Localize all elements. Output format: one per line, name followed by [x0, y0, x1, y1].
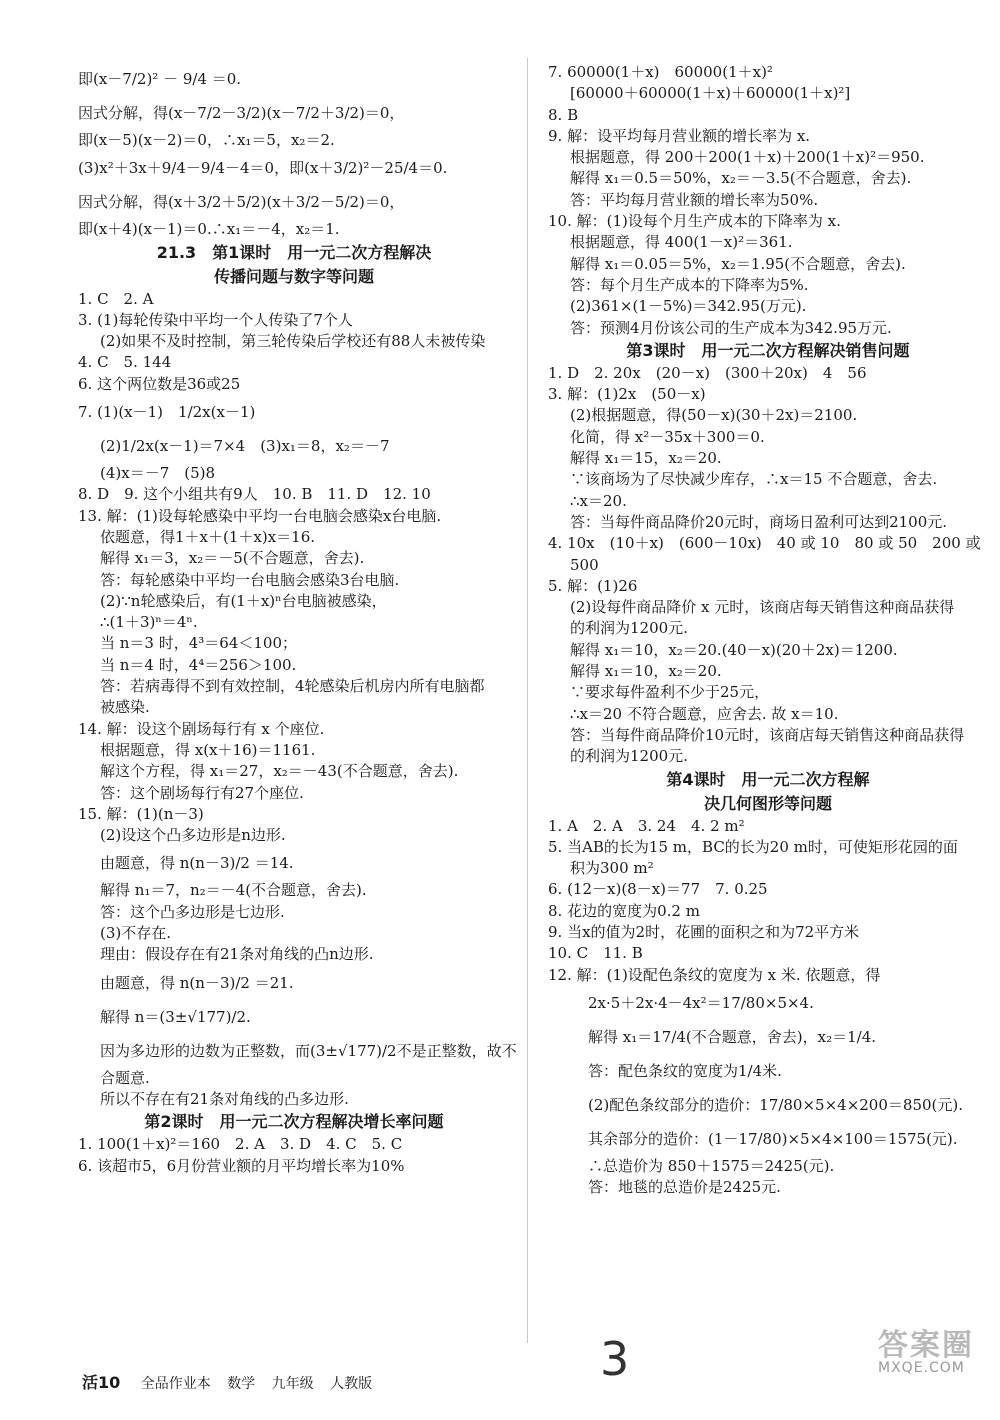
answer-line: 因为多边形的边数为正整数，而(3±√177)/2不是正整数，故不 — [100, 1041, 517, 1060]
answer-line: 解这个方程，得 x₁＝27，x₂＝－43(不合题意，舍去). — [100, 762, 459, 781]
answer-line: (2)1/2x(x－1)＝7×4 (3)x₁＝8，x₂＝－7 — [100, 437, 390, 456]
answer-line: 答：这个剧场每行有27个座位. — [100, 783, 304, 802]
answer-line: (4)x＝－7 (5)8 — [100, 464, 216, 483]
answer-line: (2)设每件商品降价 x 元时，该商店每天销售这种商品获得 — [570, 598, 955, 617]
section-heading: 决几何图形等问题 — [703, 793, 832, 813]
page-number: 活10 — [82, 1373, 121, 1392]
answer-line: 解得 x₁＝10，x₂＝20. — [570, 662, 722, 681]
column-divider — [527, 58, 528, 1343]
answer-line: 积为300 m² — [570, 859, 654, 878]
answer-line: 依题意，得1＋x＋(1＋x)x＝16. — [100, 527, 316, 546]
section-heading: 第2课时 用一元二次方程解决增长率问题 — [144, 1112, 444, 1132]
answer-line: ∴x＝20 不符合题意，应舍去. 故 x＝10. — [570, 704, 839, 723]
answer-line: 被感染. — [100, 698, 150, 717]
answer-line: 8. 花边的宽度为0.2 m — [548, 901, 700, 920]
answer-line: 当 n＝3 时，4³＝64＜100； — [100, 634, 298, 653]
answer-line: 即(x－5)(x－2)＝0，∴x₁＝5，x₂＝2. — [78, 131, 335, 149]
answer-line: 7. 60000(1＋x) 60000(1＋x)² — [548, 63, 773, 81]
answer-line: 500 — [570, 555, 599, 574]
footer-edition: 人教版 — [330, 1376, 373, 1392]
watermark-logo — [878, 1320, 988, 1380]
answer-line: [60000＋60000(1＋x)＋60000(1＋x)²] — [570, 84, 851, 103]
answer-line: 6. 该超市5，6月份营业额的月平均增长率为10% — [78, 1156, 405, 1175]
answer-line: (2)设这个凸多边形是n边形. — [100, 826, 286, 845]
section-heading: 传播问题与数字等问题 — [213, 266, 374, 286]
answer-line: 14. 解：设这个剧场每行有 x 个座位. — [78, 719, 325, 738]
answer-line: 答：当每件商品降价20元时，商场日盈利可达到2100元. — [570, 512, 948, 531]
answer-line: 1. C 2. A — [78, 289, 154, 308]
answer-line: 解得 x₁＝17/4(不合题意，舍去)，x₂＝1/4. — [588, 1027, 877, 1046]
answer-line: 10. 解：(1)设每个月生产成本的下降率为 x. — [548, 212, 841, 231]
answer-line: ∴(1＋3)ⁿ＝4ⁿ. — [100, 613, 198, 632]
answer-line: 即(x＋4)(x－1)＝0.∴x₁＝－4，x₂＝1. — [78, 220, 340, 239]
answer-line: 9. 解：设平均每月营业额的增长率为 x. — [548, 126, 811, 145]
answer-line: 化简，得 x²－35x＋300＝0. — [570, 427, 765, 446]
answer-line: 根据题意，得 x(x＋16)＝1161. — [100, 740, 316, 759]
answer-line: 答：这个凸多边形是七边形. — [100, 902, 285, 921]
answer-line: 合题意. — [100, 1068, 150, 1087]
right-column — [548, 62, 988, 1198]
answer-line: 答：每个月生产成本的下降率为5%. — [570, 275, 809, 294]
answer-line: (2)如果不及时控制，第三轮传染后学校还有88人未被传染 — [100, 332, 486, 351]
answer-line: 2x·5＋2x·4－4x²＝17/80×5×4. — [588, 993, 814, 1012]
answer-line: 5. 解：(1)26 — [548, 576, 638, 595]
answer-line: 即(x－7/2)² － 9/4 ＝0. — [78, 70, 242, 88]
answer-line: ∴总造价为 850＋1575＝2425(元). — [588, 1156, 835, 1175]
answer-line: 4. C 5. 144 — [78, 353, 172, 372]
answer-line: 解得 n＝(3±√177)/2. — [100, 1007, 251, 1026]
handwritten-mark: 3 — [600, 1332, 630, 1386]
answer-line: 根据题意，得 200＋200(1＋x)＋200(1＋x)²＝950. — [570, 148, 925, 167]
answer-line: ∵要求每件盈利不少于25元， — [570, 683, 770, 702]
answer-line: 解得 x₁＝0.05＝5%，x₂＝1.95(不合题意，舍去). — [570, 254, 906, 273]
answer-line: 1. D 2. 20x (20－x) (300＋20x) 4 56 — [548, 363, 867, 382]
section-heading: 第4课时 用一元二次方程解 — [666, 769, 870, 789]
watermark-text: 答案圈 — [878, 1328, 974, 1363]
answer-line: 解得 x₁＝0.5＝50%，x₂＝－3.5(不合题意，舍去). — [570, 169, 912, 188]
answer-line: 10. C 11. B — [548, 944, 643, 963]
watermark-url: MXQE.COM — [878, 1360, 965, 1376]
answer-line: 由题意，得 n(n－3)/2 ＝14. — [100, 854, 294, 873]
answer-line: 当 n＝4 时，4⁴＝256＞100. — [100, 655, 297, 674]
answer-line: 15. 解：(1)(n－3) — [78, 804, 204, 823]
answer-line: 7. (1)(x－1) 1/2x(x－1) — [78, 403, 256, 422]
answer-line: 答：配色条纹的宽度为1/4米. — [588, 1061, 782, 1080]
answer-line: ∵该商场为了尽快减少库存，∴x＝15 不合题意，舍去. — [570, 470, 938, 489]
answer-line: (3)x²＋3x＋9/4－9/4－4＝0，即(x＋3/2)²－25/4＝0. — [78, 159, 448, 178]
answer-line: ∴x＝20. — [570, 491, 627, 510]
answer-line: 其余部分的造价：(1－17/80)×5×4×100＝1575(元). — [588, 1129, 958, 1148]
footer-grade: 九年级 — [271, 1376, 314, 1392]
answer-line: (2)配色条纹部分的造价：17/80×5×4×200＝850(元). — [588, 1095, 964, 1114]
answer-line: 解得 x₁＝10，x₂＝20.(40－x)(20＋2x)＝1200. — [570, 640, 898, 659]
answer-line: 13. 解：(1)设每轮感染中平均一台电脑会感染x台电脑. — [78, 506, 442, 525]
answer-line: 答：当每件商品降价10元时，该商店每天销售这种商品获得 — [570, 725, 965, 744]
answer-line: 答：若病毒得不到有效控制，4轮感染后机房内所有电脑都 — [100, 677, 485, 696]
answer-line: 理由：假设存在有21条对角线的凸n边形. — [100, 945, 374, 964]
answer-line: 4. 10x (10＋x) (600－10x) 40 或 10 80 或 50 200 或 — [548, 534, 981, 553]
answer-line: 由题意，得 n(n－3)/2 ＝21. — [100, 973, 294, 992]
answer-line: 6. (12－x)(8－x)＝77 7. 0.25 — [548, 880, 768, 899]
answer-line: 5. 当AB的长为15 m，BC的长为20 m时，可使矩形花园的面 — [548, 837, 958, 856]
answer-line: 1. A 2. A 3. 24 4. 2 m² — [548, 816, 745, 835]
left-column — [78, 62, 517, 1177]
answer-line: 根据题意，得 400(1－x)²＝361. — [570, 233, 793, 252]
answer-line: 1. 100(1＋x)²＝160 2. A 3. D 4. C 5. C — [78, 1135, 403, 1154]
answer-line: 解得 x₁＝3，x₂＝－5(不合题意，舍去). — [100, 549, 365, 568]
answer-line: 答：每轮感染中平均一台电脑会感染3台电脑. — [100, 570, 400, 589]
answer-line: (2)361×(1－5%)＝342.95(万元). — [570, 297, 807, 316]
answer-line: 的利润为1200元. — [570, 747, 688, 766]
section-heading: 第3课时 用一元二次方程解决销售问题 — [626, 340, 910, 360]
answer-line: (2)∵n轮感染后，有(1＋x)ⁿ台电脑被感染， — [100, 591, 387, 610]
answer-line: 因式分解，得(x－7/2－3/2)(x－7/2＋3/2)＝0， — [78, 104, 405, 122]
answer-line: 答：地毯的总造价是2425元. — [588, 1178, 781, 1197]
answer-line: 解得 x₁＝15，x₂＝20. — [570, 449, 722, 468]
answer-line: (2)根据题意，得(50－x)(30＋2x)＝2100. — [570, 406, 858, 425]
answer-line: 答：平均每月营业额的增长率为50%. — [570, 190, 819, 209]
answer-line: 6. 这个两位数是36或25 — [78, 374, 241, 393]
footer-book-title: 全品作业本 — [140, 1376, 211, 1392]
answer-line: 12. 解：(1)设配色条纹的宽度为 x 米. 依题意，得 — [548, 965, 881, 984]
answer-line: 所以不存在有21条对角线的凸多边形. — [100, 1089, 349, 1108]
answer-line: 答：预测4月份该公司的生产成本为342.95万元. — [570, 318, 892, 337]
answer-line: 3. (1)每轮传染中平均一个人传染了7个人 — [78, 310, 353, 329]
answer-line: 解得 n₁＝7，n₂＝－4(不合题意，舍去). — [100, 881, 367, 900]
answer-line: 的利润为1200元. — [570, 619, 688, 638]
answer-line: 8. D 9. 这个小组共有9人 10. B 11. D 12. 10 — [78, 485, 431, 504]
answer-line: 9. 当x的值为2时，花圃的面积之和为72平方米 — [548, 922, 860, 941]
answer-line: (3)不存在. — [100, 924, 172, 943]
answer-line: 因式分解，得(x＋3/2＋5/2)(x＋3/2－5/2)＝0， — [78, 193, 405, 212]
answer-line: 8. B — [548, 105, 579, 124]
answer-line: 3. 解：(1)2x (50－x) — [548, 385, 706, 404]
footer-subject: 数学 — [227, 1376, 256, 1392]
section-heading: 21.3 第1课时 用一元二次方程解决 — [156, 242, 432, 262]
page-footer — [82, 1370, 384, 1393]
